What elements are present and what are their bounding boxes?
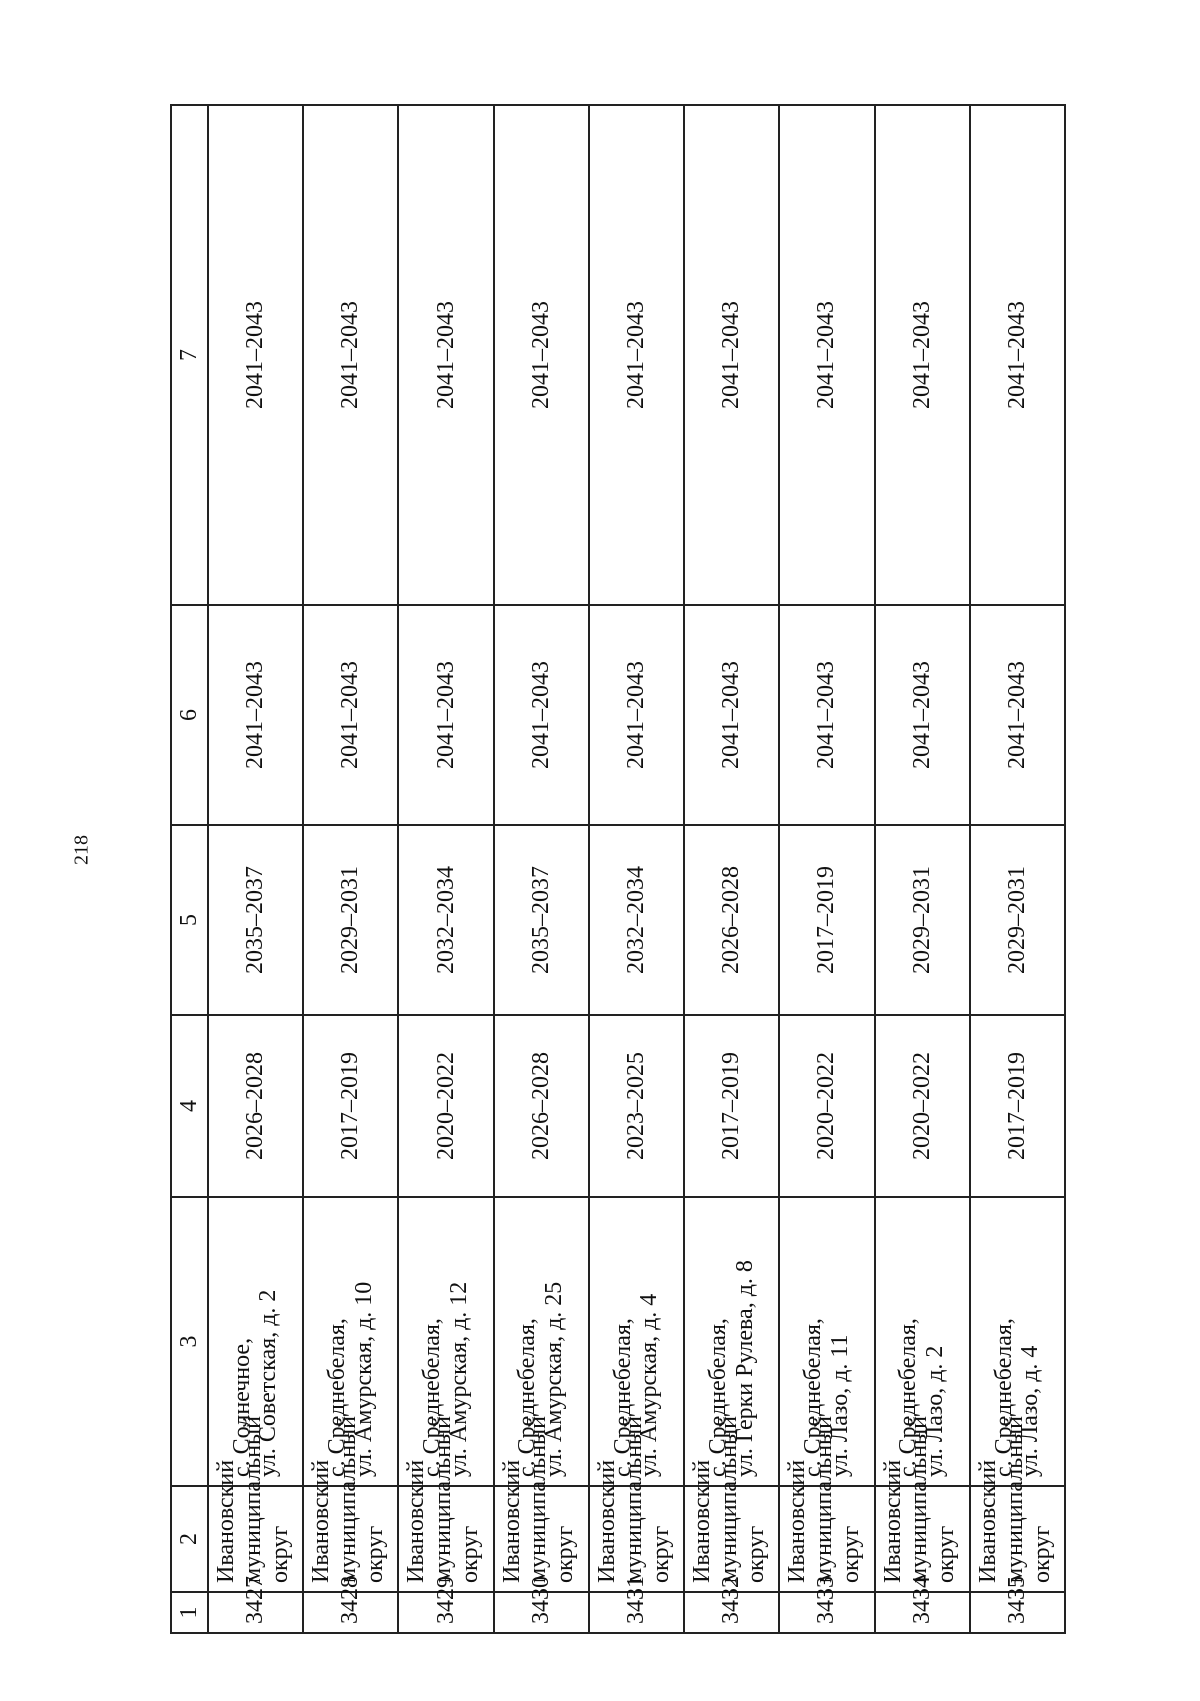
period-cell-col5: 2035–2037 [494, 825, 589, 1015]
district-cell [398, 1415, 493, 1592]
address-cell [494, 1197, 589, 1486]
address-cell [303, 1197, 398, 1486]
column-header-4: 4 [171, 1015, 208, 1197]
address-cell [398, 1197, 493, 1486]
table-row [589, 105, 684, 1633]
address-line: с. Среднебелая, [514, 1318, 541, 1477]
table-row [684, 105, 779, 1633]
district-cell [684, 1415, 779, 1592]
district-line: Ивановский [498, 1459, 525, 1583]
period-cell-col4: 2017–2019 [684, 1015, 779, 1197]
column-header-6: 6 [171, 605, 208, 825]
address-line: ул. Лазо, д. 4 [1017, 1345, 1044, 1477]
address-line: ул. Лазо, д. 11 [826, 1334, 853, 1477]
address-line: с. Среднебелая, [990, 1318, 1017, 1477]
district-line: Ивановский [403, 1459, 430, 1583]
district-line: муниципальный [811, 1415, 838, 1583]
period-cell-col5: 2017–2019 [779, 825, 874, 1015]
table-row [970, 105, 1065, 1633]
district-line: муниципальный [239, 1415, 266, 1583]
district-line: округ [552, 1525, 579, 1583]
district-line: муниципальный [715, 1415, 742, 1583]
row-number-cell: 3434 [875, 1592, 970, 1633]
period-cell-col4: 2026–2028 [208, 1015, 303, 1197]
period-cell-col4: 2023–2025 [589, 1015, 684, 1197]
row-number-cell: 3431 [589, 1592, 684, 1633]
column-header-7: 7 [171, 105, 208, 605]
column-header-3: 3 [171, 1197, 208, 1486]
header-row [171, 105, 208, 1633]
district-line: муниципальный [334, 1415, 361, 1583]
district-cell [779, 1415, 874, 1592]
district-line: Ивановский [974, 1459, 1001, 1583]
district-cell [589, 1415, 684, 1592]
address-line: с. Среднебелая, [323, 1318, 350, 1477]
period-cell-col4: 2020–2022 [398, 1015, 493, 1197]
district-cell [494, 1415, 589, 1592]
table-row [398, 105, 493, 1633]
address-line: ул. Советская, д. 2 [255, 1289, 282, 1477]
period-cell-col4: 2017–2019 [303, 1015, 398, 1197]
address-line: ул. Лазо, д. 2 [922, 1345, 949, 1477]
district-line: округ [1028, 1525, 1055, 1583]
district-line: муниципальный [430, 1415, 457, 1583]
period-cell-col7: 2041–2043 [208, 105, 303, 605]
period-cell-col7: 2041–2043 [684, 105, 779, 605]
page-number: 218 [70, 835, 93, 865]
period-cell-col7: 2041–2043 [303, 105, 398, 605]
address-line: ул. Герки Рулева, д. 8 [731, 1260, 758, 1477]
period-cell-col7: 2041–2043 [875, 105, 970, 605]
column-header-2: 2 [171, 1486, 208, 1592]
district-line: округ [933, 1525, 960, 1583]
period-cell-col7: 2041–2043 [779, 105, 874, 605]
period-cell-col5: 2026–2028 [684, 825, 779, 1015]
period-cell-col6: 2041–2043 [398, 605, 493, 825]
address-line: с. Среднебелая, [895, 1318, 922, 1477]
period-cell-col6: 2041–2043 [303, 605, 398, 825]
address-line: с. Солнечное, [228, 1337, 255, 1477]
period-cell-col7: 2041–2043 [589, 105, 684, 605]
row-number-cell: 3429 [398, 1592, 493, 1633]
district-line: муниципальный [1001, 1415, 1028, 1583]
period-cell-col6: 2041–2043 [684, 605, 779, 825]
period-cell-col6: 2041–2043 [875, 605, 970, 825]
address-cell [875, 1197, 970, 1486]
address-line: с. Среднебелая, [419, 1318, 446, 1477]
address-cell [684, 1197, 779, 1486]
row-number-cell: 3427 [208, 1592, 303, 1633]
district-line: округ [742, 1525, 769, 1583]
district-cell [970, 1415, 1065, 1592]
table-row [779, 105, 874, 1633]
table-row [208, 105, 303, 1633]
district-line: округ [838, 1525, 865, 1583]
district-line: Ивановский [879, 1459, 906, 1583]
period-cell-col5: 2035–2037 [208, 825, 303, 1015]
address-line: ул. Амурская, д. 10 [350, 1281, 377, 1477]
period-cell-col4: 2020–2022 [875, 1015, 970, 1197]
district-cell [303, 1415, 398, 1592]
column-header-5: 5 [171, 825, 208, 1015]
period-cell-col7: 2041–2043 [494, 105, 589, 605]
table-row [303, 105, 398, 1633]
district-line: округ [266, 1525, 293, 1583]
row-number-cell: 3435 [970, 1592, 1065, 1633]
district-line: муниципальный [620, 1415, 647, 1583]
row-number-cell: 3432 [684, 1592, 779, 1633]
period-cell-col5: 2029–2031 [303, 825, 398, 1015]
district-line: Ивановский [308, 1459, 335, 1583]
district-cell [875, 1415, 970, 1592]
row-number-cell: 3428 [303, 1592, 398, 1633]
period-cell-col7: 2041–2043 [398, 105, 493, 605]
address-line: с. Среднебелая, [704, 1318, 731, 1477]
period-cell-col7: 2041–2043 [970, 105, 1065, 605]
period-cell-col6: 2041–2043 [494, 605, 589, 825]
table-row [875, 105, 970, 1633]
row-number-cell: 3430 [494, 1592, 589, 1633]
period-cell-col5: 2032–2034 [589, 825, 684, 1015]
period-cell-col5: 2032–2034 [398, 825, 493, 1015]
column-header-1: 1 [171, 1592, 208, 1633]
address-cell [970, 1197, 1065, 1486]
period-cell-col4: 2026–2028 [494, 1015, 589, 1197]
address-line: с. Среднебелая, [800, 1318, 827, 1477]
district-line: Ивановский [689, 1459, 716, 1583]
district-cell [208, 1415, 303, 1592]
table-row [494, 105, 589, 1633]
period-cell-col5: 2029–2031 [970, 825, 1065, 1015]
table-header [171, 105, 208, 1633]
row-number-cell: 3433 [779, 1592, 874, 1633]
period-cell-col5: 2029–2031 [875, 825, 970, 1015]
period-cell-col6: 2041–2043 [779, 605, 874, 825]
address-cell [589, 1197, 684, 1486]
period-cell-col6: 2041–2043 [589, 605, 684, 825]
period-cell-col6: 2041–2043 [970, 605, 1065, 825]
period-cell-col6: 2041–2043 [208, 605, 303, 825]
district-line: Ивановский [212, 1459, 239, 1583]
district-line: округ [647, 1525, 674, 1583]
data-table [170, 104, 1066, 1634]
district-line: Ивановский [784, 1459, 811, 1583]
district-line: муниципальный [525, 1415, 552, 1583]
district-line: муниципальный [906, 1415, 933, 1583]
address-line: ул. Амурская, д. 4 [636, 1293, 663, 1477]
rotated-table-container [170, 106, 1066, 1634]
address-cell [779, 1197, 874, 1486]
district-line: Ивановский [593, 1459, 620, 1583]
address-line: ул. Амурская, д. 25 [541, 1281, 568, 1477]
district-line: округ [361, 1525, 388, 1583]
address-cell [208, 1197, 303, 1486]
address-line: ул. Амурская, д. 12 [445, 1281, 472, 1477]
period-cell-col4: 2017–2019 [970, 1015, 1065, 1197]
table-body [208, 105, 1065, 1633]
period-cell-col4: 2020–2022 [779, 1015, 874, 1197]
district-line: округ [457, 1525, 484, 1583]
address-line: с. Среднебелая, [609, 1318, 636, 1477]
